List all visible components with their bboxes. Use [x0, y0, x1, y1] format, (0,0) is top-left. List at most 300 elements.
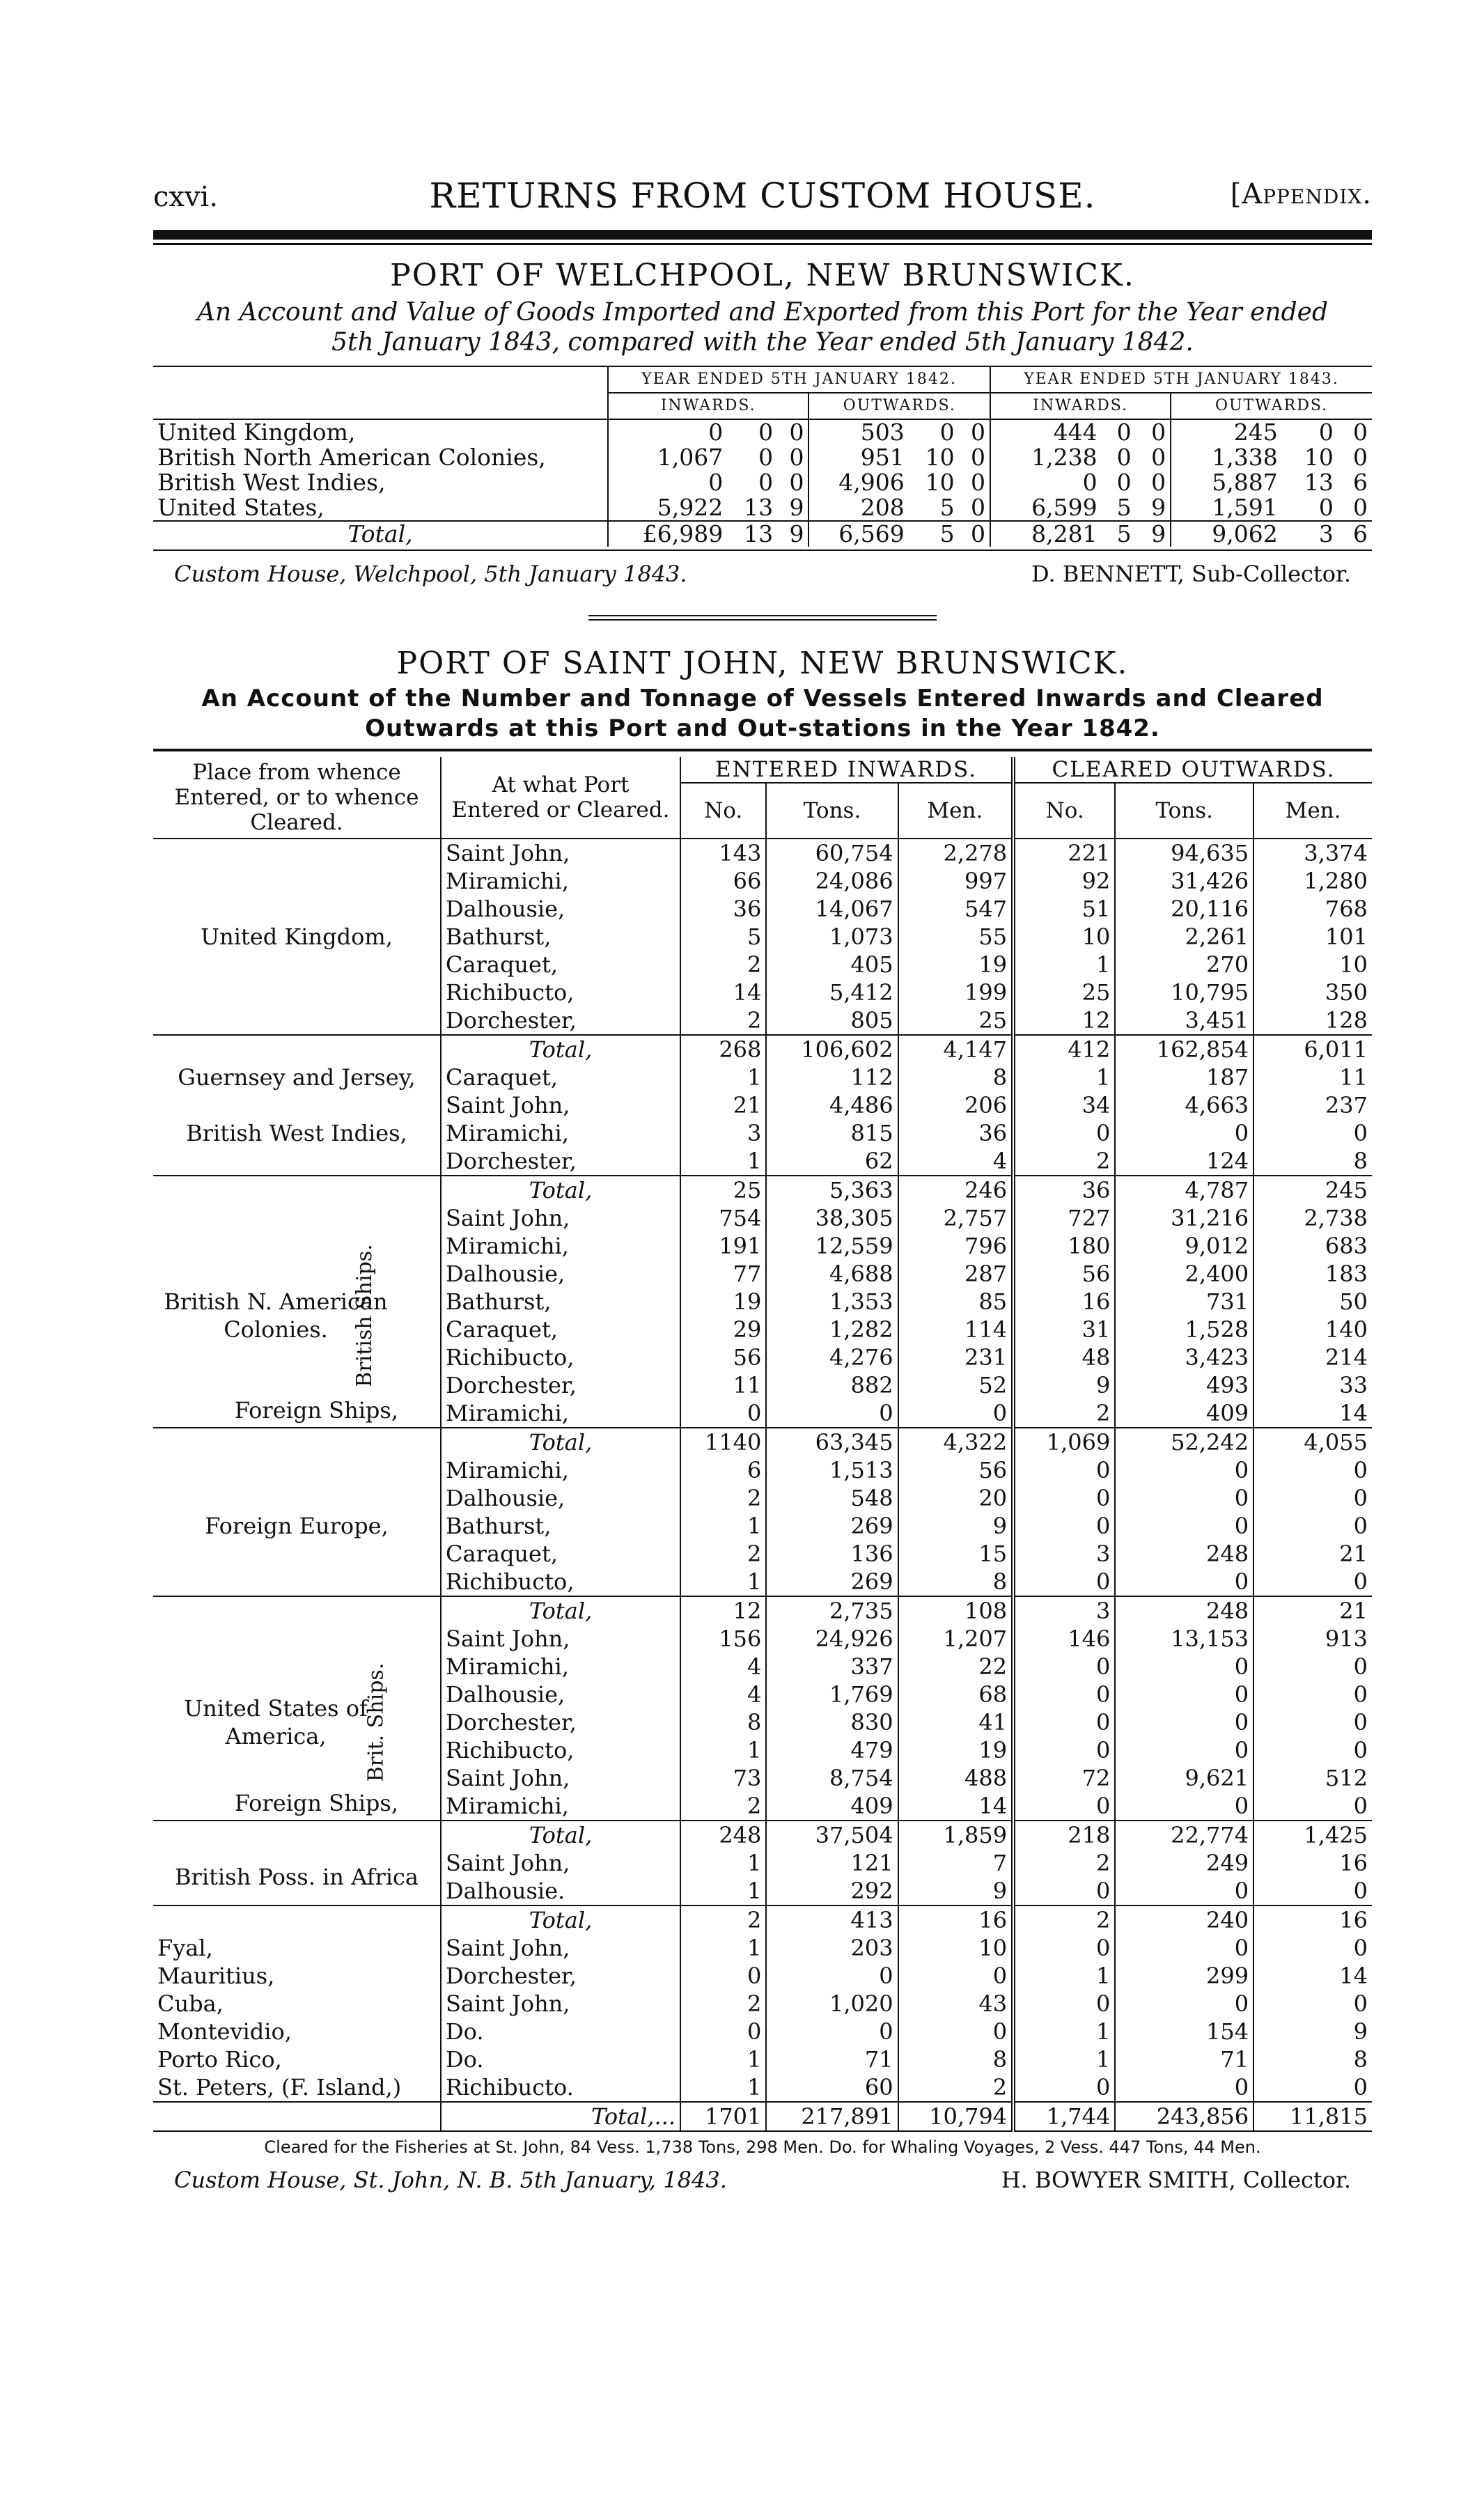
value-cell: 0 [1115, 1512, 1253, 1540]
value-cell: 33 [1253, 1371, 1372, 1399]
value-cell: 1 [680, 1063, 766, 1091]
total-cell: 0 [959, 521, 990, 547]
value-cell: 9,012 [1115, 1232, 1253, 1260]
section-divider [588, 615, 937, 621]
value-cell: 0 [1151, 419, 1166, 446]
value-cell: 4,147 [898, 1035, 1014, 1063]
value-cell: 0 [1253, 1512, 1372, 1540]
total-cell: 5 [1102, 521, 1136, 547]
value-cell: 2 [680, 1540, 766, 1568]
value-cell: 9 [898, 1512, 1014, 1540]
value-cell: 1 [1013, 2018, 1115, 2045]
row-label: United Kingdom, [157, 419, 356, 446]
port-name: Saint John, [441, 1934, 680, 1962]
value-cell: 14 [680, 979, 766, 1006]
value-cell: 5,922 [608, 495, 727, 521]
total-row [153, 1905, 1372, 1934]
value-cell: 0 [1253, 1990, 1372, 2018]
value-cell: 0 [1318, 494, 1334, 522]
value-cell: 0 [1115, 1653, 1253, 1681]
welchpool-year1: YEAR ENDED 5TH JANUARY 1842. [608, 366, 990, 393]
table-row [153, 1934, 1372, 1962]
value-cell: 8 [680, 1708, 766, 1736]
value-cell: 951 [809, 445, 908, 470]
value-cell: 55 [898, 923, 1014, 951]
foreign-ships-label: Foreign Ships, [234, 1397, 398, 1424]
port-name: Richibucto. [441, 2073, 680, 2102]
value-cell: 1 [1013, 1962, 1115, 1990]
header-rule [153, 230, 1372, 240]
value-cell: 0 [1253, 1119, 1372, 1147]
value-cell: 548 [766, 1484, 898, 1512]
total-cell: 9,062 [1171, 521, 1282, 547]
value-cell: 2 [680, 1905, 766, 1934]
value-cell: 2,757 [898, 1204, 1014, 1232]
value-cell: 1,353 [766, 1288, 898, 1316]
port-name: Dorchester, [441, 1147, 680, 1176]
value-cell: 503 [809, 419, 908, 445]
value-cell: 101 [1253, 923, 1372, 951]
welchpool-year2: YEAR ENDED 5TH JANUARY 1843. [990, 366, 1372, 393]
value-cell: 0 [1013, 1119, 1115, 1147]
value-cell: 16 [1013, 1288, 1115, 1316]
value-cell: 203 [766, 1934, 898, 1962]
value-cell: 4 [680, 1653, 766, 1681]
total-row [153, 1035, 1372, 1063]
value-cell: 0 [898, 2018, 1014, 2045]
value-cell: 14 [898, 1792, 1014, 1821]
table-row [153, 419, 1372, 445]
port-name: Caraquet, [441, 1316, 680, 1343]
value-cell: 1 [680, 1934, 766, 1962]
value-cell: 0 [1253, 1456, 1372, 1484]
value-cell: 0 [1151, 469, 1166, 497]
value-cell: 16 [898, 1905, 1014, 1934]
place-name: United States of America, [184, 1695, 368, 1750]
value-cell: 1 [1013, 2045, 1115, 2073]
value-cell: 9,621 [1115, 1764, 1253, 1792]
value-cell: 24,926 [766, 1625, 898, 1653]
value-cell: 10 [898, 1934, 1014, 1962]
value-cell: 140 [1253, 1316, 1372, 1343]
value-cell: 48 [1013, 1343, 1115, 1371]
value-cell: 37,504 [766, 1821, 898, 1849]
port-name: Saint John, [441, 1764, 680, 1792]
value-cell: 768 [1253, 895, 1372, 923]
value-cell: 683 [1253, 1232, 1372, 1260]
value-cell: 92 [1013, 867, 1115, 895]
value-cell: 287 [898, 1260, 1014, 1288]
value-cell: 1,282 [766, 1316, 898, 1343]
value-cell: 36 [1013, 1176, 1115, 1204]
value-cell: 10,794 [898, 2102, 1014, 2131]
value-cell: 13 [1304, 469, 1334, 497]
value-cell: 2 [680, 1990, 766, 2018]
value-cell: 0 [1253, 1681, 1372, 1708]
value-cell: 830 [766, 1708, 898, 1736]
value-cell: 0 [971, 419, 986, 446]
value-cell: 0 [758, 469, 774, 497]
value-cell: 9 [1253, 2018, 1372, 2045]
value-cell: 11 [1253, 1063, 1372, 1091]
value-cell: 0 [1253, 1736, 1372, 1764]
welchpool-outwards-1842: OUTWARDS. [809, 393, 990, 419]
value-cell: 218 [1013, 1821, 1115, 1849]
value-cell: 56 [1013, 1260, 1115, 1288]
value-cell: 206 [898, 1091, 1014, 1119]
port-name: Miramichi, [441, 867, 680, 895]
value-cell: 36 [898, 1119, 1014, 1147]
blank-cell [153, 1905, 441, 1934]
value-cell: 2 [680, 1792, 766, 1821]
table-row [153, 2045, 1372, 2073]
value-cell: 6,599 [990, 495, 1102, 521]
value-cell: 56 [680, 1343, 766, 1371]
appendix-label: [Appendix. [1230, 178, 1372, 210]
table-row [153, 1625, 1372, 1653]
port-name: Richibucto, [441, 979, 680, 1006]
port-name: Miramichi, [441, 1232, 680, 1260]
place-name: Foreign Europe, [205, 1513, 389, 1540]
value-cell: 997 [898, 867, 1014, 895]
value-cell: 409 [766, 1792, 898, 1821]
value-cell: 22 [898, 1653, 1014, 1681]
header-rule-thin [153, 243, 1372, 245]
value-cell: 805 [766, 1006, 898, 1035]
value-cell: 4,055 [1253, 1428, 1372, 1456]
value-cell: 0 [789, 419, 804, 446]
value-cell: 146 [1013, 1625, 1115, 1653]
value-cell: 214 [1253, 1343, 1372, 1371]
total-cell: 9 [1136, 521, 1171, 547]
total-cell: 6 [1338, 521, 1372, 547]
value-cell: 5,412 [766, 979, 898, 1006]
value-cell: 14 [1253, 1399, 1372, 1428]
value-cell: 8 [1253, 2045, 1372, 2073]
value-cell: 1,280 [1253, 867, 1372, 895]
value-cell: 106,602 [766, 1035, 898, 1063]
total-cell: £6,989 [608, 521, 727, 547]
value-cell: 547 [898, 895, 1014, 923]
page [153, 160, 1372, 2193]
value-cell: 10 [925, 469, 955, 497]
value-cell: 187 [1115, 1063, 1253, 1091]
value-cell: 0 [1013, 1456, 1115, 1484]
value-cell: 444 [990, 419, 1102, 445]
value-cell: 2 [1013, 1399, 1115, 1428]
value-cell: 0 [1013, 1512, 1115, 1540]
welchpool-footer-signature: D. BENNETT, Sub-Collector. [1031, 561, 1351, 588]
value-cell: 50 [1253, 1288, 1372, 1316]
place-name: British N. American Colonies. [164, 1288, 388, 1343]
value-cell: 412 [1013, 1035, 1115, 1063]
place-name: Montevidio, [157, 2018, 292, 2045]
value-cell: 121 [766, 1849, 898, 1877]
port-name: Saint John, [441, 1204, 680, 1232]
value-cell: 269 [766, 1512, 898, 1540]
value-cell: 63,345 [766, 1428, 898, 1456]
value-cell: 21 [1253, 1596, 1372, 1625]
port-name: Miramichi, [441, 1792, 680, 1821]
value-cell: 0 [1115, 1681, 1253, 1708]
total-cell: 5 [909, 521, 959, 547]
value-cell: 34 [1013, 1091, 1115, 1119]
value-cell: 0 [1013, 1990, 1115, 2018]
value-cell: 727 [1013, 1204, 1115, 1232]
value-cell: 0 [1115, 1119, 1253, 1147]
blank-cell [153, 1821, 441, 1849]
value-cell: 0 [1013, 1681, 1115, 1708]
value-cell: 0 [1253, 1934, 1372, 1962]
value-cell: 85 [898, 1288, 1014, 1316]
table-row [153, 1849, 1372, 1877]
value-cell: 19 [898, 951, 1014, 979]
value-cell: 1140 [680, 1428, 766, 1456]
value-cell: 10 [1304, 444, 1334, 471]
value-cell: 114 [898, 1316, 1014, 1343]
value-cell: 108 [898, 1596, 1014, 1625]
value-cell: 0 [971, 444, 986, 471]
welchpool-title: PORT OF WELCHPOOL, NEW BRUNSWICK. [390, 258, 1135, 293]
value-cell: 13,153 [1115, 1625, 1253, 1653]
saintjohn-footer [153, 2167, 1372, 2193]
col-tons-in: Tons. [766, 783, 898, 839]
value-cell: 1 [680, 1736, 766, 1764]
welchpool-outwards-1843: OUTWARDS. [1171, 393, 1372, 419]
value-cell: 3,423 [1115, 1343, 1253, 1371]
value-cell: 0 [789, 469, 804, 497]
port-name: Dorchester, [441, 1006, 680, 1035]
total-label: Total, [441, 1176, 680, 1204]
value-cell: 11,815 [1253, 2102, 1372, 2131]
ship-type-label: Brit. Ships. [364, 1663, 389, 1782]
welchpool-footer-place: Custom House, Welchpool, 5th January 1843. [174, 561, 687, 588]
value-cell: 8 [1253, 1147, 1372, 1176]
value-cell: 0 [1115, 1736, 1253, 1764]
table-row [153, 2018, 1372, 2045]
total-label: Total, [347, 520, 413, 548]
col-place-header: Place from whence Entered, or to whence Cleared. [153, 757, 441, 839]
value-cell: 3,374 [1253, 839, 1372, 867]
row-label: British West Indies, [157, 469, 386, 497]
table-row [153, 470, 1372, 495]
value-cell: 136 [766, 1540, 898, 1568]
value-cell: 5,887 [1171, 470, 1282, 495]
value-cell: 0 [766, 1962, 898, 1990]
place-group [153, 1063, 441, 1091]
value-cell: 0 [680, 1962, 766, 1990]
value-cell: 0 [1353, 444, 1368, 471]
value-cell: 60 [766, 2073, 898, 2102]
place-name: United Kingdom, [201, 923, 393, 951]
value-cell: 20 [898, 1484, 1014, 1512]
value-cell: 0 [1253, 1792, 1372, 1821]
value-cell: 0 [1115, 2073, 1253, 2102]
value-cell: 1 [680, 1512, 766, 1540]
value-cell: 913 [1253, 1625, 1372, 1653]
value-cell: 62 [766, 1147, 898, 1176]
value-cell: 1,769 [766, 1681, 898, 1708]
col-tons-out: Tons. [1115, 783, 1253, 839]
blank-cell [153, 1428, 441, 1456]
value-cell: 36 [680, 895, 766, 923]
col-men-in: Men. [898, 783, 1014, 839]
value-cell: 299 [1115, 1962, 1253, 1990]
place-group [153, 839, 441, 1035]
port-name: Bathurst, [441, 1288, 680, 1316]
value-cell: 2 [1013, 1905, 1115, 1934]
value-cell: 52 [898, 1371, 1014, 1399]
row-label: British North American Colonies, [157, 444, 546, 471]
value-cell: 1,859 [898, 1821, 1014, 1849]
value-cell: 21 [680, 1091, 766, 1119]
grand-total-row [153, 2102, 1372, 2131]
value-cell: 1 [680, 1877, 766, 1905]
saintjohn-table [153, 757, 1372, 2132]
value-cell: 0 [1151, 444, 1166, 471]
value-cell: 0 [971, 494, 986, 522]
table-row [153, 495, 1372, 521]
welchpool-subtitle: An Account and Value of Goods Imported and Exported from this Port for the Year ended 5th January 1843, compared with the Year ended 5th January 1842. [196, 298, 1329, 357]
place-group [153, 1204, 441, 1428]
value-cell: 8,754 [766, 1764, 898, 1792]
value-cell: 815 [766, 1119, 898, 1147]
value-cell: 0 [608, 470, 727, 495]
value-cell: 5 [939, 494, 955, 522]
value-cell: 249 [1115, 1849, 1253, 1877]
value-cell: 796 [898, 1232, 1014, 1260]
value-cell: 0 [1013, 1792, 1115, 1821]
value-cell: 0 [1253, 1708, 1372, 1736]
value-cell: 0 [1013, 2073, 1115, 2102]
value-cell: 8 [898, 1063, 1014, 1091]
total-row [153, 1428, 1372, 1456]
value-cell: 0 [1318, 419, 1334, 446]
port-name: Dalhousie, [441, 1484, 680, 1512]
value-cell: 2 [1013, 1147, 1115, 1176]
value-cell: 0 [789, 444, 804, 471]
value-cell: 1,338 [1171, 445, 1282, 470]
port-name: Saint John, [441, 839, 680, 867]
port-name: Dalhousie. [441, 1877, 680, 1905]
total-row [153, 1596, 1372, 1625]
value-cell: 66 [680, 867, 766, 895]
value-cell: 245 [1253, 1176, 1372, 1204]
value-cell: 231 [898, 1343, 1014, 1371]
value-cell: 2,261 [1115, 923, 1253, 951]
value-cell: 9 [1013, 1371, 1115, 1399]
col-no-in: No. [680, 783, 766, 839]
value-cell: 0 [1253, 1877, 1372, 1905]
value-cell: 4 [898, 1147, 1014, 1176]
value-cell: 25 [680, 1176, 766, 1204]
total-label: Total, [441, 1905, 680, 1934]
value-cell: 0 [1116, 444, 1132, 471]
place-group [153, 1625, 441, 1821]
fisheries-footnote: Cleared for the Fisheries at St. John, 84 Vess. 1,738 Tons, 298 Men. Do. for Whaling Voyages, 2 Vess. 447 Tons, 44 Men. [264, 2137, 1261, 2158]
value-cell: 0 [1115, 1456, 1253, 1484]
value-cell: 1,069 [1013, 1428, 1115, 1456]
value-cell: 22,774 [1115, 1821, 1253, 1849]
value-cell: 5 [1116, 494, 1132, 522]
total-cell: 6,569 [809, 521, 908, 547]
port-name: Dalhousie, [441, 895, 680, 923]
port-name: Bathurst, [441, 923, 680, 951]
value-cell: 4,663 [1115, 1091, 1253, 1119]
value-cell: 1,238 [990, 445, 1102, 470]
value-cell: 3 [1013, 1596, 1115, 1625]
total-label: Total, [441, 1596, 680, 1625]
port-name: Bathurst, [441, 1512, 680, 1540]
value-cell: 41 [898, 1708, 1014, 1736]
saintjohn-title: PORT OF SAINT JOHN, NEW BRUNSWICK. [396, 646, 1129, 682]
table-row [153, 1204, 1372, 1232]
value-cell: 6 [680, 1456, 766, 1484]
value-cell: 350 [1253, 979, 1372, 1006]
blank-cell [153, 1596, 441, 1625]
total-row [153, 1176, 1372, 1204]
value-cell: 4,322 [898, 1428, 1014, 1456]
value-cell: 180 [1013, 1232, 1115, 1260]
value-cell: 3,451 [1115, 1006, 1253, 1035]
value-cell: 191 [680, 1232, 766, 1260]
value-cell: 243,856 [1115, 2102, 1253, 2131]
value-cell: 248 [680, 1821, 766, 1849]
welchpool-inwards-1842: INWARDS. [608, 393, 809, 419]
value-cell: 13 [744, 494, 774, 522]
foreign-ships-label: Foreign Ships, [234, 1790, 398, 1817]
value-cell: 217,891 [766, 2102, 898, 2131]
value-cell: 0 [939, 419, 955, 446]
value-cell: 12 [1013, 1006, 1115, 1035]
value-cell: 1 [1013, 1063, 1115, 1091]
value-cell: 156 [680, 1625, 766, 1653]
value-cell: 112 [766, 1063, 898, 1091]
value-cell: 2 [680, 1484, 766, 1512]
value-cell: 3 [680, 1119, 766, 1147]
value-cell: 1,528 [1115, 1316, 1253, 1343]
value-cell: 208 [809, 495, 908, 521]
value-cell: 2,400 [1115, 1260, 1253, 1288]
value-cell: 1,073 [766, 923, 898, 951]
value-cell: 1,425 [1253, 1821, 1372, 1849]
page-header [153, 160, 1372, 223]
place-group [153, 1849, 441, 1905]
port-name: Miramichi, [441, 1653, 680, 1681]
port-name: Do. [441, 2045, 680, 2073]
value-cell: 248 [1115, 1540, 1253, 1568]
value-cell: 6,011 [1253, 1035, 1372, 1063]
col-men-out: Men. [1253, 783, 1372, 839]
value-cell: 0 [1013, 1736, 1115, 1764]
saintjohn-subtitle: An Account of the Number and Tonnage of Vessels Entered Inwards and Cleared Outwards at this Port and Out-stations in the Year 1842. [201, 685, 1324, 742]
value-cell: 0 [1353, 494, 1368, 522]
port-name: Caraquet, [441, 1540, 680, 1568]
table-row [153, 1063, 1372, 1091]
value-cell: 183 [1253, 1260, 1372, 1288]
value-cell: 24,086 [766, 867, 898, 895]
value-cell: 1701 [680, 2102, 766, 2131]
page-number: cxvi. [153, 181, 219, 213]
value-cell: 2,735 [766, 1596, 898, 1625]
value-cell: 60,754 [766, 839, 898, 867]
value-cell: 5 [680, 923, 766, 951]
value-cell: 0 [758, 444, 774, 471]
value-cell: 31,426 [1115, 867, 1253, 895]
value-cell: 0 [1115, 1484, 1253, 1512]
saintjohn-footer-signature: H. BOWYER SMITH, Collector. [1001, 2167, 1351, 2194]
port-name: Do. [441, 2018, 680, 2045]
